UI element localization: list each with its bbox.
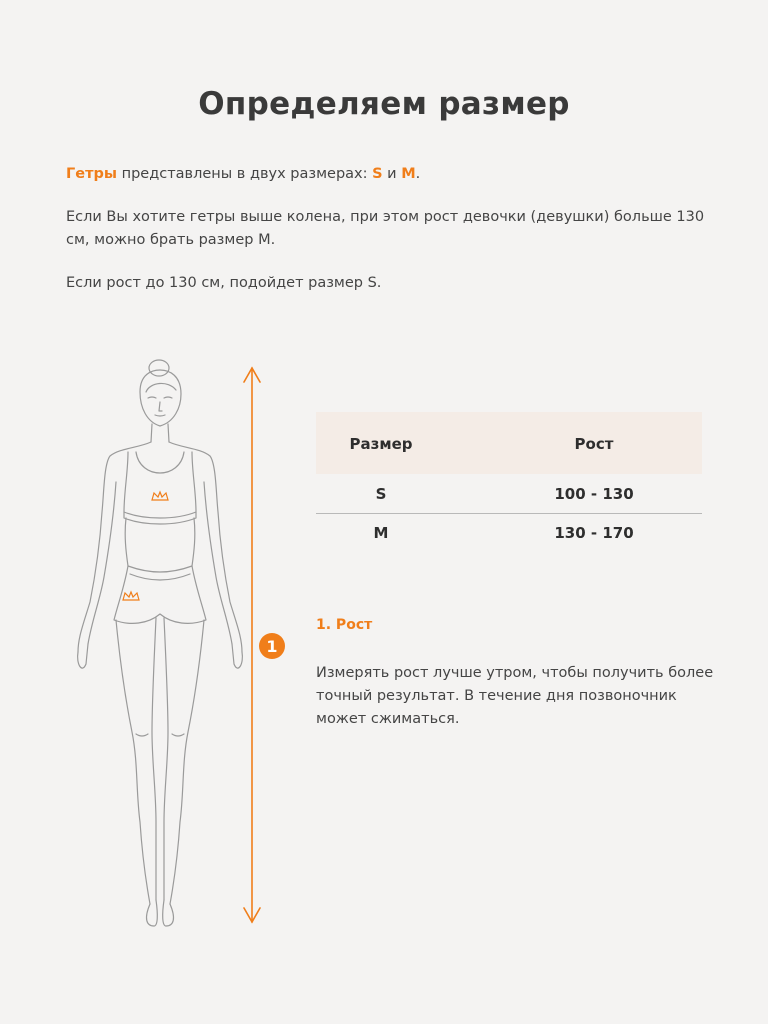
- table-header: [316, 412, 702, 474]
- row-height: 100 - 130: [554, 484, 634, 503]
- intro-connector: и: [382, 166, 402, 182]
- marker-number: 1: [266, 637, 278, 656]
- size-m-label: M: [401, 166, 416, 182]
- table-row: [316, 514, 702, 552]
- row-size: M: [373, 524, 389, 542]
- figure-outline: [78, 360, 243, 926]
- size-table: [316, 412, 702, 552]
- note-text: Измерять рост лучше утром, чтобы получить более точный результат. В течение дня позвоночник может сжиматься.: [316, 665, 714, 727]
- row-height: 130 - 170: [554, 524, 634, 542]
- knee-paragraph: Если Вы хотите гетры выше колена, при этом рост девочки (девушки) больше 130 см, можно брать размер М.: [66, 209, 705, 248]
- row-size: S: [375, 484, 387, 503]
- intro-end: .: [415, 166, 421, 182]
- body-figure-illustration: [60, 352, 290, 932]
- table-row: [316, 474, 702, 514]
- page-title: Определяем размер: [198, 86, 570, 122]
- intro-paragraph: [66, 163, 716, 186]
- crown-icon-shorts: [123, 592, 139, 600]
- size-s-label: S: [372, 166, 383, 182]
- crown-icon: [152, 492, 168, 500]
- intro-text: представлены в двух размерах:: [116, 166, 373, 182]
- height-arrow: [244, 368, 260, 922]
- header-height: Рост: [574, 434, 614, 453]
- header-size: Размер: [349, 434, 413, 453]
- height-paragraph: Если рост до 130 см, подойдет размер S.: [66, 275, 382, 291]
- note-title: 1. Рост: [316, 617, 373, 633]
- product-name: Гетры: [66, 166, 117, 182]
